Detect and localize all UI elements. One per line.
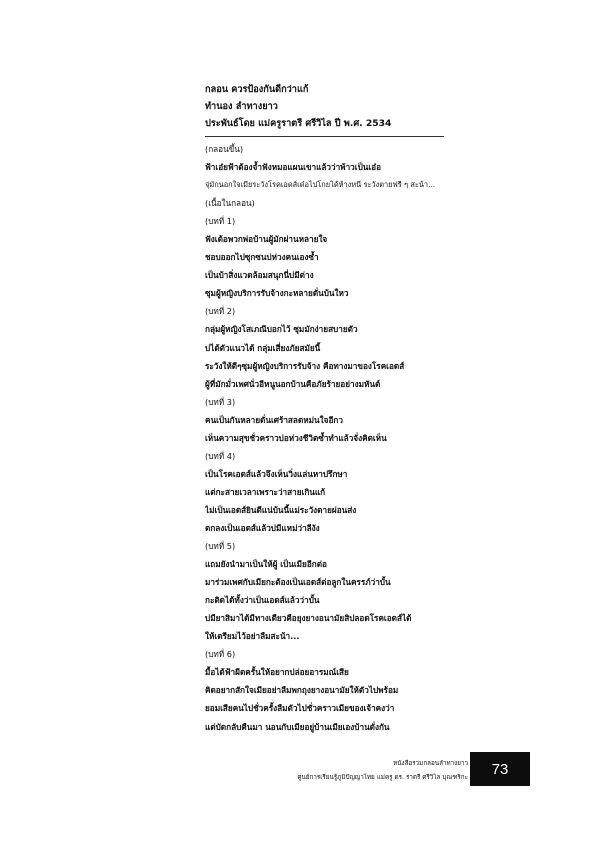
footer-book-title: หนังสือรวมกลอนลำทางยาว	[393, 760, 468, 767]
poem-author: ประพันธ์โดย แม่ครูราตรี ศรีวิไล ปี พ.ศ. 2534	[205, 118, 392, 129]
poem-line: เป็นบ้าสิ่งแวดล้อมสนุกนี่บ่มีต่าง	[205, 270, 314, 281]
section-marker: (บทที่ 4)	[205, 450, 236, 461]
page-number: 73	[491, 760, 509, 778]
poem-line: ผู้ที่มักมั่วเพศนั่วอีหนูนอกบ้านคือภัยร้ายอย่างมหันต์	[205, 378, 381, 389]
poem-line: ให้เตรียมไว้อย่าลืมสะน้า...	[205, 631, 300, 642]
poem-body	[205, 140, 495, 736]
poem-line: ฟังเด้อพวกพ่อบ้านผู้มักผ่านหลายใจ	[205, 234, 328, 245]
section-marker: (บทที่ 3)	[205, 396, 236, 407]
header-divider	[205, 136, 444, 137]
poem-line: ฟ้าเอ๋ยฟ้าต้องจ้ำฟังหมอแผนเขาแล้วว่าพ้าวเป็นเอ๋อ	[205, 162, 382, 173]
poem-title: กลอน ควรป้องกันดีกว่าแก้	[205, 84, 309, 95]
poem-line: ชอบออกไปซุกซนบ่ห่วงคนเองซ้ำ	[205, 252, 319, 263]
poem-line: เห็นความสุขชั่วคราวบ่อห่วงชีวิตซ้ำทำแล้วจั่งคิดเห็น	[205, 432, 387, 443]
poem-line: แถมยังนำมาเป็นให้ผู้ เป็นเมียอีกต่อ	[205, 559, 327, 570]
section-marker: (เนื้อในกลอน)	[205, 198, 255, 209]
section-marker: (บทที่ 5)	[205, 541, 236, 552]
poem-line: จุ่มักนอกใจเมียระวังโรคเอดส์เด๋อไปโกยได้ห้างหนี ระวังตายฟรี ๆ สะน้า...	[205, 180, 436, 190]
poem-line: ระวังให้ดีๆซุมผู้หญิงบริการรับจ้าง คือทางมาของโรคเอดส์	[205, 360, 405, 371]
section-marker: (บทที่ 2)	[205, 306, 236, 317]
poem-line: มื้อได้ฟ้าผีตครั้นให้อยากปล่อยอารมณ์เสีย	[205, 667, 349, 678]
poem-line: แต่บัดกลับคืนมา นอนกับเมียอยู่บ้านเมียเองบ้านดั่งกัน	[205, 721, 390, 732]
poem-header	[205, 81, 445, 132]
page-number-box	[470, 752, 530, 786]
poem-line: บ่ได้ตัวแนวได้ กลุ่มเสี่ยงภัยสมัยนี้	[205, 342, 321, 353]
poem-line: ไม่เป็นเอดส์ยินดีแน่บ้นนี้แม่ระวังตายผ่อนส่ง	[205, 504, 357, 515]
section-marker: (บทที่ 1)	[205, 216, 236, 227]
poem-line: ยอมเสียคนไปชั่วครั้งลืมตัวไปชั่วคราวเมียของเจ้าคงว่า	[205, 703, 395, 714]
poem-line: มาร่วมเพศกับเมียกะต้องเป็นเอดส์ต่อลูกในครรภ์ว่าบั้น	[205, 577, 391, 588]
section-marker: (กลอนขึ้น)	[205, 144, 244, 154]
poem-line: เป็นโรคเอดส์แล้วจึงเห็นวิ่งแล่นหาปรึกษา	[205, 468, 348, 479]
poem-line: บ่มียาสิมาได้มีทางเดียวคือยุงยางอนามัยสิปลอดโรคเอดส์ได้	[205, 613, 412, 624]
poem-melody: ทำนอง ลำทางยาว	[205, 101, 278, 112]
poem-line: คนเป็นกันหลายดั่นเศร้าสลดหม่นใจอีกว	[205, 414, 343, 425]
page-footer	[240, 757, 468, 785]
poem-line: กะติดได้ทั้งว่าเป็นเอดส์แล้วว่าบั้น	[205, 595, 320, 606]
poem-line: คิดอยากสักใจเมียอย่าลืมพกถุงยางอนามัยให้ตัวไปพร้อม	[205, 685, 399, 696]
section-marker: (บทที่ 6)	[205, 649, 236, 660]
poem-line: กลุ่มผู้หญิงโสเภณีบอกไว้ ซุมมักง่ายสบายตัว	[205, 324, 358, 335]
poem-line: ซุมผู้หญิงบริการรับจ้างกะหลายดั่นบ้นใหว	[205, 288, 349, 299]
footer-center-name: ศูนย์การเรียนรู้ภูมิปัญญาไทย แม่ครู ดร. ราตรี ศรีวิไล บุณฑริกะ	[297, 774, 468, 781]
poem-line: ตกลงเป็นเอดส์แล้วบ่มีแหม่ว่าลีงัง	[205, 522, 320, 533]
poem-line: แต่กะสายเวลาเพราะว่าสายเกินแก้	[205, 486, 326, 497]
